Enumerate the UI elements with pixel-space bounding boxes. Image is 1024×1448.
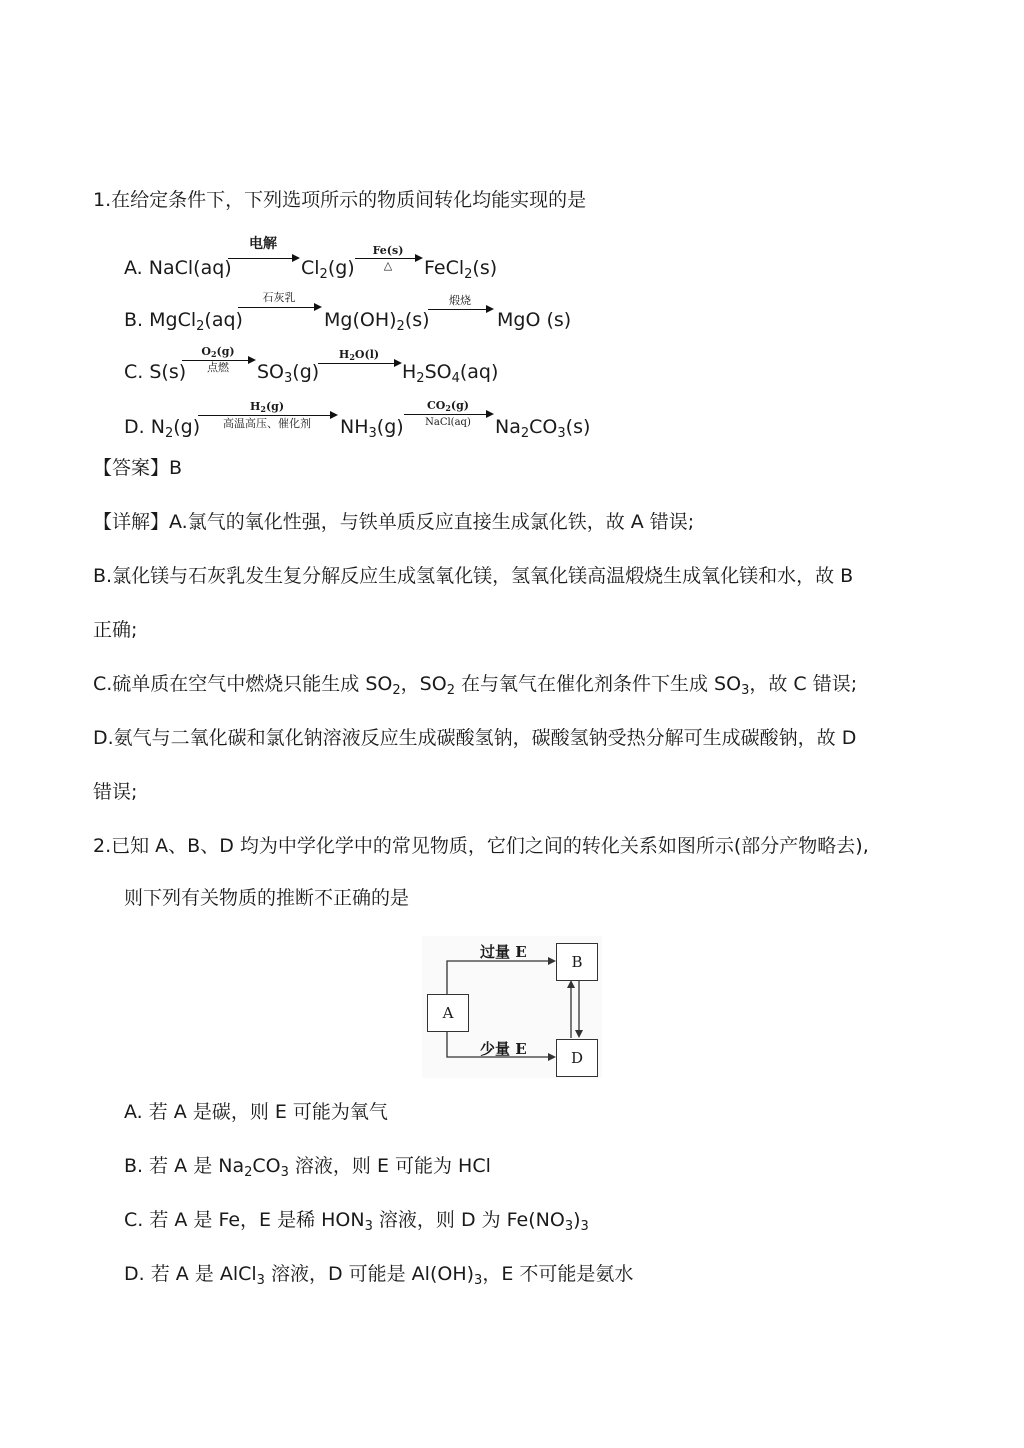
option-a-start: A. NaCl(aq) [124, 257, 232, 279]
option-a-cond2-bottom: △ [383, 259, 393, 272]
option-c-mid: $SO_3(g)$ [257, 361, 320, 386]
arrow-icon [238, 307, 320, 308]
q2-option-d: D. 若 A 是 AlCl$_3$ 溶液，D 可能是 $Al(OH)_3$，E 不可能是氨水 [124, 1263, 634, 1288]
option-c-cond1-bottom: 点燃 [207, 361, 229, 374]
arrow-icon [198, 415, 336, 416]
option-b-cond2: 煅烧 [449, 294, 471, 307]
q2-option-a: A. 若 A 是碳，则 E 可能为氧气 [124, 1101, 388, 1123]
q1-detail-c: C.硫单质在空气中燃烧只能生成 $SO_2$，$SO_2$ 在与氧气在催化剂条件下生成 $SO_3$，故 C 错误; [93, 673, 858, 698]
q2-stem: 2.已知 A、B、D 均为中学化学中的常见物质，它们之间的转化关系如图所示(部分产物略去), [93, 835, 869, 857]
q1-stem: 1.在给定条件下，下列选项所示的物质间转化均能实现的是 [93, 189, 587, 211]
option-a-end: FeCl$_2$(s) [424, 257, 498, 282]
q2-stem-cont: 则下列有关物质的推断不正确的是 [124, 887, 410, 909]
option-c-end: $H_2SO_4(aq)$ [402, 361, 499, 386]
q1-detail-b-cont: 正确; [93, 619, 138, 641]
option-d-start: D. $N_2(g)$ [124, 416, 201, 441]
option-d-mid: $NH_3(g)$ [340, 416, 404, 441]
diagram-box-b: B [556, 943, 598, 981]
diagram-label-little: 少量 E [480, 1040, 527, 1058]
arrow-icon [228, 258, 298, 259]
q1-detail-d: D.氨气与二氧化碳和氯化钠溶液反应生成碳酸氢钠，碳酸氢钠受热分解可生成碳酸钠，故 D [93, 727, 857, 749]
q1-detail-a: 【详解】A.氯气的氧化性强，与铁单质反应直接生成氯化铁，故 A 错误; [93, 511, 695, 533]
option-b-mid: $Mg(OH)_2(s)$ [324, 309, 430, 334]
q1-detail-d-cont: 错误; [93, 781, 138, 803]
option-d-end: $Na_2CO_3(s)$ [495, 416, 591, 441]
option-d-cond2-bottom: NaCl(aq) [425, 417, 471, 428]
conversion-diagram [422, 936, 602, 1078]
option-a-mid: $Cl_2(g)$ [301, 257, 355, 282]
q1-detail-b: B.氯化镁与石灰乳发生复分解反应生成氢氧化镁，氢氧化镁高温煅烧生成氧化镁和水，故 B [93, 565, 854, 587]
diagram-label-excess: 过量 E [480, 943, 527, 961]
option-c-cond2-top: H2O(l) [338, 348, 380, 362]
q2-option-b: B. 若 A 是 $Na_2CO_3$ 溶液，则 E 可能为 HCl [124, 1155, 491, 1180]
option-d-cond1-bottom: 高温高压、催化剂 [223, 417, 311, 430]
option-d-cond2-top: CO2(g) [426, 399, 470, 413]
option-b-end: MgO (s) [497, 309, 572, 331]
option-c-cond1-top: O2(g) [201, 345, 235, 359]
arrow-icon [428, 309, 492, 310]
option-a-cond1: 电解 [249, 236, 277, 252]
option-b-start: B. MgCl$_2$(aq) [124, 309, 243, 334]
option-c-start: C. S(s) [124, 361, 187, 383]
diagram-box-a: A [427, 994, 469, 1032]
option-a-cond2-top: Fe(s) [372, 244, 404, 257]
q1-answer: 【答案】B [93, 457, 183, 479]
option-b-cond1: 石灰乳 [262, 291, 296, 304]
option-d-cond1-top: H2(g) [249, 400, 285, 414]
arrow-icon [318, 363, 400, 364]
diagram-box-d: D [556, 1039, 598, 1077]
arrow-icon [404, 414, 492, 415]
q2-option-c: C. 若 A 是 Fe，E 是稀 $HON_3$ 溶液，则 D 为 $Fe(NO_3)_3$ [124, 1209, 589, 1234]
